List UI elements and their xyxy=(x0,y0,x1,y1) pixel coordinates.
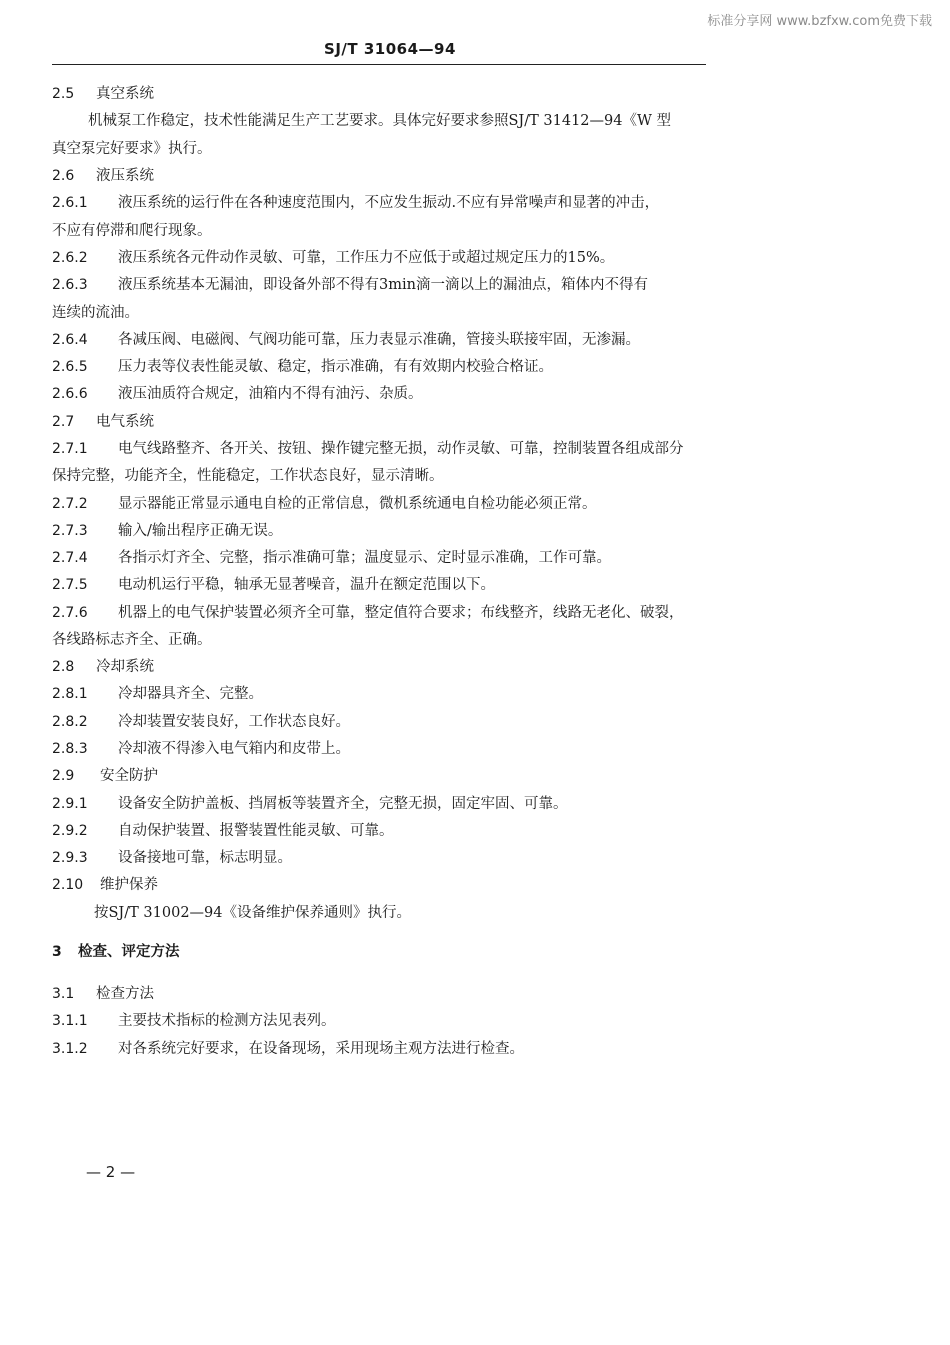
section-heading: 2.5 真空系统 xyxy=(52,86,154,102)
clause: 2.6.2 液压系统各元件动作灵敏、可靠，工作压力不应低于或超过规定压力的15%。 xyxy=(52,250,615,266)
clause: 2.9.2 自动保护装置、报警装置性能灵敏、可靠。 xyxy=(52,823,394,839)
clause: 2.6.6 液压油质符合规定，油箱内不得有油污、杂质。 xyxy=(52,386,423,402)
header-rule xyxy=(52,64,706,65)
clause: 2.8.3 冷却液不得渗入电气箱内和皮带上。 xyxy=(52,741,350,757)
section-heading: 2.9 安全防护 xyxy=(52,768,158,784)
clause: 2.9.3 设备接地可靠，标志明显。 xyxy=(52,850,292,866)
watermark: 标准分享网 www.bzfxw.com免费下载 xyxy=(707,14,932,29)
clause: 2.6.3 液压系统基本无漏油，即设备外部不得有3min滴一滴以上的漏油点，箱体内不得有 xyxy=(52,277,648,293)
paragraph-line: 按SJ/T 31002—94《设备维护保养通则》执行。 xyxy=(94,905,411,921)
clause: 2.8.2 冷却装置安装良好，工作状态良好。 xyxy=(52,714,350,730)
section-heading: 2.10 维护保养 xyxy=(52,877,158,893)
clause: 3.1.1 主要技术指标的检测方法见表列。 xyxy=(52,1013,336,1029)
paragraph-line: 不应有停滞和爬行现象。 xyxy=(52,223,212,239)
clause: 2.6.5 压力表等仪表性能灵敏、稳定，指示准确，有有效期内校验合格证。 xyxy=(52,359,553,375)
paragraph-line: 保持完整，功能齐全，性能稳定，工作状态良好，显示清晰。 xyxy=(52,468,444,484)
clause: 2.7.5 电动机运行平稳，轴承无显著噪音，温升在额定范围以下。 xyxy=(52,577,495,593)
clause: 2.7.4 各指示灯齐全、完整，指示准确可靠；温度显示、定时显示准确，工作可靠。 xyxy=(52,550,611,566)
clause: 2.6.4 各减压阀、电磁阀、气阀功能可靠，压力表显示准确，管接头联接牢固，无渗漏。 xyxy=(52,332,640,348)
clause: 2.7.3 输入/输出程序正确无误。 xyxy=(52,523,283,539)
section-heading: 2.7 电气系统 xyxy=(52,414,154,430)
section-heading: 3.1 检查方法 xyxy=(52,986,154,1002)
clause: 2.7.6 机器上的电气保护装置必须齐全可靠，整定值符合要求；布线整齐，线路无老化、破裂， xyxy=(52,605,684,621)
clause: 2.7.1 电气线路整齐、各开关、按钮、操作键完整无损，动作灵敏、可靠，控制装置各组成部分 xyxy=(52,441,684,457)
clause: 2.8.1 冷却器具齐全、完整。 xyxy=(52,686,263,702)
clause: 2.9.1 设备安全防护盖板、挡屑板等装置齐全，完整无损，固定牢固、可靠。 xyxy=(52,796,568,812)
section-heading: 2.6 液压系统 xyxy=(52,168,154,184)
chapter-heading: 3 检查、评定方法 xyxy=(52,943,180,960)
clause: 3.1.2 对各系统完好要求，在设备现场，采用现场主观方法进行检查。 xyxy=(52,1041,524,1057)
paragraph-line: 连续的流油。 xyxy=(52,305,139,321)
paragraph-line: 各线路标志齐全、正确。 xyxy=(52,632,212,648)
page-number: — 2 — xyxy=(86,1163,136,1181)
clause: 2.7.2 显示器能正常显示通电自检的正常信息，微机系统通电自检功能必须正常。 xyxy=(52,496,597,512)
document-code: SJ/T 31064—94 xyxy=(324,40,456,58)
paragraph-line: 真空泵完好要求》执行。 xyxy=(52,141,212,157)
section-heading: 2.8 冷却系统 xyxy=(52,659,154,675)
paragraph-line: 机械泵工作稳定，技术性能满足生产工艺要求。具体完好要求参照SJ/T 31412—94《W 型 xyxy=(88,113,671,129)
clause: 2.6.1 液压系统的运行件在各种速度范围内，不应发生振动.不应有异常噪声和显著的冲击， xyxy=(52,195,660,211)
